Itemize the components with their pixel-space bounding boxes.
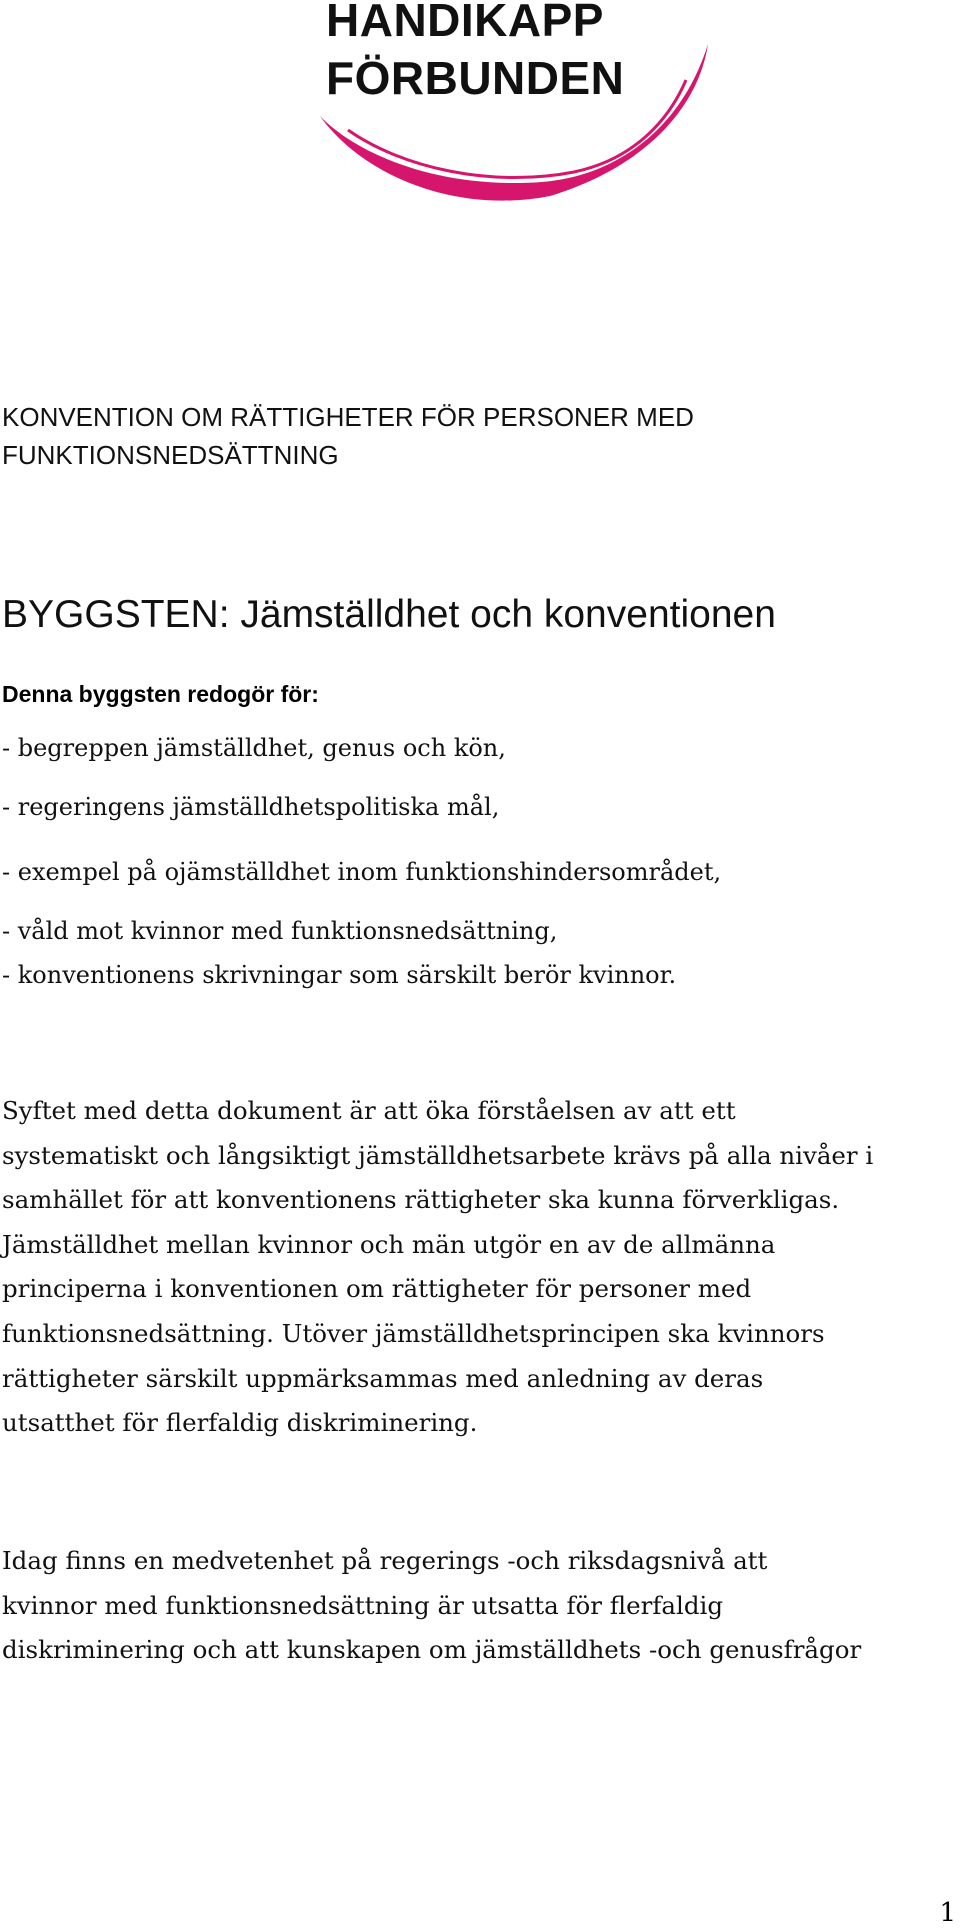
document-title-line2: FUNKTIONSNEDSÄTTNING — [2, 440, 339, 470]
page-number: 1 — [939, 1898, 956, 1928]
document-title — [2, 398, 694, 474]
paragraph-line: funktionsnedsättning. Utöver jämställdhetsprincipen ska kvinnors — [2, 1318, 825, 1348]
paragraph-line: systematiskt och långsiktigt jämställdhetsarbete krävs på alla nivåer i — [2, 1140, 874, 1170]
intro-text: Denna byggsten redogör för: — [2, 681, 319, 707]
body-paragraph-2 — [2, 1539, 861, 1673]
bullet-item: - konventionens skrivningar som särskilt berör kvinnor. — [2, 961, 677, 989]
logo-text-line1: HANDIKAPP — [326, 0, 604, 46]
page-heading: BYGGSTEN: Jämställdhet och konventionen — [2, 593, 776, 636]
bullet-item: - begreppen jämställdhet, genus och kön, — [2, 734, 506, 762]
paragraph-line: utsatthet för flerfaldig diskriminering. — [2, 1408, 478, 1438]
bullet-item: - exempel på ojämställdhet inom funktionshindersområdet, — [2, 858, 722, 886]
paragraph-line: samhället för att konventionens rättigheter ska kunna förverkligas. — [2, 1185, 840, 1215]
paragraph-line: Jämställdhet mellan kvinnor och män utgör en av de allmänna — [2, 1229, 776, 1259]
paragraph-line: Idag finns en medvetenhet på regerings -och riksdagsnivå att — [2, 1546, 768, 1575]
paragraph-line: kvinnor med funktionsnedsättning är utsatta för flerfaldig — [2, 1590, 724, 1620]
paragraph-line: Syftet med detta dokument är att öka förståelsen av att ett — [2, 1096, 736, 1125]
body-paragraph-1 — [2, 1089, 873, 1446]
paragraph-line: diskriminering och att kunskapen om jämställdhets -och genusfrågor — [2, 1635, 862, 1665]
handikappforbunden-logo — [312, 0, 712, 205]
paragraph-line: principerna i konventionen om rättigheter för personer med — [2, 1274, 752, 1304]
paragraph-line: rättigheter särskilt uppmärksammas med anledning av deras — [2, 1363, 764, 1393]
bullet-item: - regeringens jämställdhetspolitiska mål, — [2, 793, 500, 821]
bullet-item: - våld mot kvinnor med funktionsnedsättning, — [2, 917, 558, 945]
document-title-line1: KONVENTION OM RÄTTIGHETER FÖR PERSONER MED — [2, 402, 694, 432]
logo-text-line2: FÖRBUNDEN — [326, 52, 625, 104]
